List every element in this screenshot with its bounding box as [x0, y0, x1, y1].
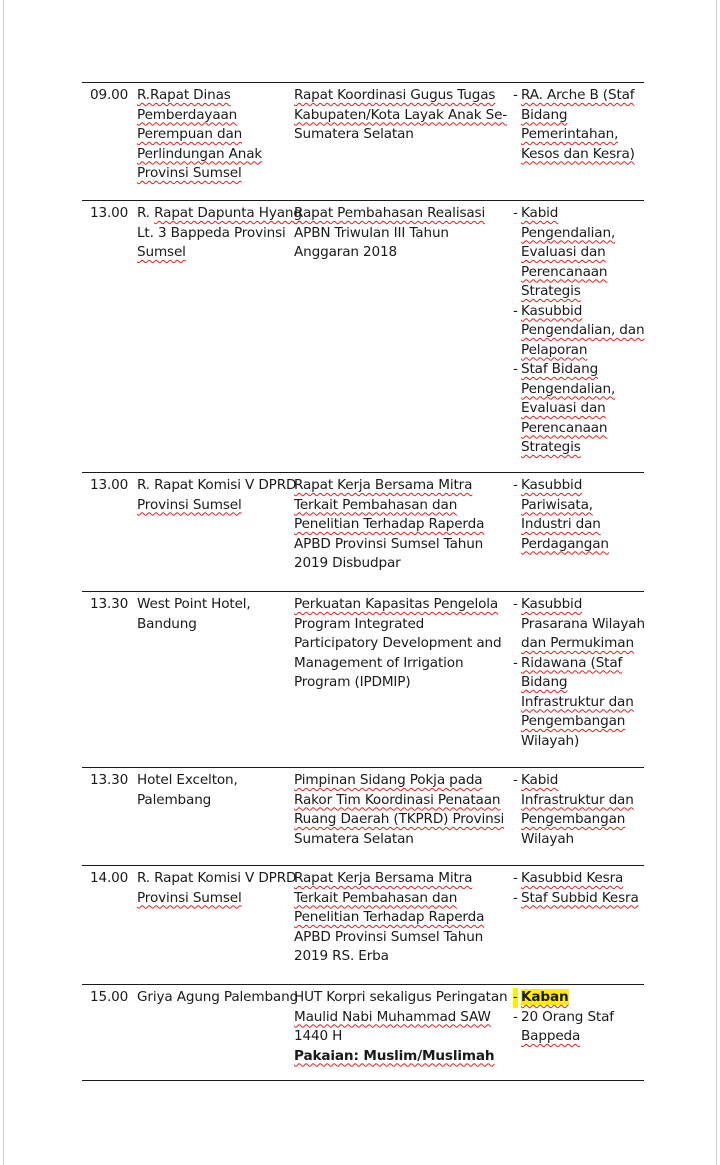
- attendee-line: Prasarana Wilayah: [521, 615, 645, 632]
- agenda-line: Maulid Nabi Muhammad SAW: [294, 1008, 491, 1025]
- time-text: 09.00: [90, 87, 129, 103]
- agenda-line: Program (IPDMIP): [294, 674, 411, 690]
- attendee-item: [513, 595, 648, 654]
- agenda-line: Participatory Development and: [294, 635, 502, 651]
- time-text: 14.00: [90, 870, 129, 886]
- agenda-line: HUT Korpri sekaligus Peringatan: [294, 989, 508, 1005]
- attendee-item: [513, 86, 648, 164]
- attendee-line: Staf Subbid Kesra: [521, 889, 639, 906]
- attendee-line: Bidang: [521, 106, 568, 123]
- attendees-cell: [513, 988, 648, 1047]
- attendee-item: [513, 476, 648, 554]
- attendee-line: Perencanaan: [521, 263, 608, 280]
- location-line: Provinsi Sumsel: [137, 165, 242, 181]
- attendee-item: [513, 771, 648, 849]
- agenda-line: Penelitian Terhadap Raperda: [294, 909, 485, 925]
- table-row: [82, 200, 644, 472]
- location-line: Bandung: [137, 615, 197, 632]
- attendee-line: dan Permukiman: [521, 635, 634, 651]
- agenda-line: Rakor Tim Koordinasi Penataan: [294, 791, 501, 808]
- location-line: Sumsel: [137, 244, 186, 260]
- table-row: [82, 865, 644, 984]
- time-text: 13.00: [90, 205, 129, 221]
- agenda-line: Pimpinan Sidang Pokja pada: [294, 772, 483, 788]
- location-cell: [137, 771, 297, 810]
- agenda-line: Terkait Pembahasan dan: [294, 889, 458, 906]
- attendee-line: Kasubbid: [521, 477, 583, 493]
- location-cell: [137, 204, 302, 263]
- attendee-line: Pengendalian,: [521, 224, 616, 241]
- agenda-cell: [294, 988, 512, 1066]
- table-row: [82, 472, 644, 591]
- time-cell: [90, 869, 138, 889]
- attendee-line: Strategis: [521, 439, 581, 455]
- attendee-line: Kabid: [521, 205, 559, 221]
- attendee-item: [513, 302, 648, 361]
- attendee-line: Perdagangan: [521, 535, 609, 552]
- attendee-line: Kasubbid: [521, 302, 583, 319]
- agenda-line: Penelitian Terhadap Raperda: [294, 516, 485, 532]
- attendee-line: Strategis: [521, 283, 581, 299]
- dash-bullet: -: [513, 654, 518, 671]
- attendee-line: Bidang: [521, 674, 568, 690]
- dash-bullet: -: [513, 205, 518, 221]
- attendee-line: Kabid: [521, 772, 559, 788]
- agenda-line: Kabupaten/Kota Layak Anak Se-: [294, 106, 508, 123]
- table-row: [82, 767, 644, 865]
- location-line: R. Rapat Komisi V DPRD: [137, 477, 297, 493]
- agenda-line: Management of Irrigation: [294, 654, 464, 671]
- agenda-line: Anggaran 2018: [294, 244, 398, 260]
- location-line: Perlindungan Anak: [137, 145, 263, 162]
- dash-bullet: -: [513, 889, 518, 906]
- attendee-line: Pelaporan: [521, 341, 588, 358]
- attendee-line: Wilayah): [521, 732, 580, 749]
- page-edge-right: [716, 0, 717, 1165]
- attendee-line: Bappeda: [521, 1028, 581, 1044]
- table-row: [82, 591, 644, 767]
- attendees-cell: [513, 869, 648, 908]
- time-cell: [90, 476, 138, 496]
- time-cell: [90, 771, 138, 791]
- location-line: Provinsi Sumsel: [137, 889, 242, 906]
- agenda-line: Ruang Daerah (TKPRD) Provinsi: [294, 811, 505, 827]
- attendees-cell: [513, 86, 648, 164]
- location-line: Provinsi Sumsel: [137, 496, 242, 513]
- dash-bullet: -: [513, 772, 518, 788]
- attendee-line: Industri dan: [521, 516, 601, 532]
- dash-bullet: -: [513, 596, 518, 612]
- attendee-line: Pariwisata,: [521, 496, 593, 513]
- attendee-item: [513, 360, 648, 458]
- location-line: R. Rapat Komisi V DPRD: [137, 870, 297, 886]
- time-text: 15.00: [90, 989, 129, 1005]
- agenda-line: Rapat Kerja Bersama Mitra: [294, 870, 473, 886]
- agenda-line: Perkuatan Kapasitas Pengelola: [294, 596, 499, 612]
- time-cell: [90, 204, 138, 224]
- location-cell: [137, 86, 297, 184]
- attendee-line: Ridawana (Staf: [521, 654, 623, 671]
- agenda-line: Program Integrated: [294, 615, 425, 632]
- location-cell: [137, 869, 297, 908]
- schedule-table: [82, 82, 644, 1081]
- attendees-cell: [513, 595, 648, 751]
- attendee-line: Evaluasi dan: [521, 400, 606, 416]
- location-text: Rapat Dapunta Hyang: [154, 205, 302, 221]
- dash-bullet: -: [513, 361, 518, 377]
- agenda-line: Rapat Kerja Bersama Mitra: [294, 477, 473, 493]
- location-line: West Point Hotel,: [137, 596, 251, 612]
- agenda-line: 2019 Disbudpar: [294, 555, 401, 571]
- attendee-item: [513, 654, 648, 752]
- time-cell: [90, 595, 138, 615]
- dress-code-note: Pakaian: Muslim/Muslimah: [294, 1047, 495, 1064]
- agenda-line: Terkait Pembahasan dan: [294, 496, 458, 513]
- attendee-line: Infrastruktur dan: [521, 791, 634, 808]
- location-line: Griya Agung Palembang: [137, 989, 299, 1005]
- location-line: Hotel Excelton,: [137, 772, 238, 788]
- attendee-line: Pemerintahan,: [521, 126, 619, 142]
- attendee-line: Staf Bidang: [521, 361, 599, 377]
- attendee-item: [513, 889, 648, 909]
- time-cell: [90, 86, 138, 106]
- agenda-line: Sumatera Selatan: [294, 830, 414, 847]
- attendee-line: Perencanaan: [521, 419, 608, 436]
- agenda-cell: [294, 595, 512, 693]
- attendee-line: 20 Orang Staf: [521, 1008, 614, 1025]
- attendee-item-highlighted: [513, 988, 648, 1008]
- attendee-line: Pengembangan: [521, 811, 626, 827]
- agenda-cell: [294, 771, 512, 849]
- table-row: [82, 984, 644, 1081]
- attendee-line: RA. Arche B (Staf: [521, 87, 635, 103]
- attendee-line: Pengendalian, dan: [521, 322, 645, 338]
- agenda-cell: [294, 204, 512, 263]
- attendee-line: Wilayah: [521, 830, 574, 847]
- table-row: [82, 82, 644, 200]
- attendee-line-highlighted: Kaban: [521, 989, 569, 1005]
- agenda-cell: [294, 86, 512, 145]
- location-line: R. Rapat Dapunta Hyang: [137, 205, 302, 221]
- agenda-line: Sumatera Selatan: [294, 126, 414, 142]
- time-text: 13.30: [90, 596, 129, 612]
- attendee-line: Pengembangan: [521, 713, 626, 729]
- location-cell: [137, 476, 297, 515]
- dash-bullet: -: [513, 87, 518, 103]
- location-line: Perempuan dan: [137, 126, 243, 142]
- agenda-line: 1440 H: [294, 1028, 343, 1044]
- location-cell: [137, 595, 297, 634]
- attendees-cell: [513, 476, 648, 554]
- agenda-line: APBN Triwulan III Tahun: [294, 224, 449, 241]
- page-edge-left: [3, 0, 4, 1165]
- agenda-line: Rapat Pembahasan Realisasi: [294, 205, 486, 221]
- agenda-line: 2019 RS. Erba: [294, 948, 389, 964]
- agenda-cell: [294, 869, 512, 967]
- attendee-item: [513, 1008, 648, 1047]
- attendee-item: [513, 204, 648, 302]
- agenda-line: Rapat Koordinasi Gugus Tugas: [294, 87, 496, 103]
- time-text: 13.00: [90, 477, 129, 493]
- agenda-line: APBD Provinsi Sumsel Tahun: [294, 535, 484, 552]
- time-text: 13.30: [90, 772, 129, 788]
- agenda-line: APBD Provinsi Sumsel Tahun: [294, 928, 484, 945]
- attendee-line: Infrastruktur dan: [521, 693, 634, 710]
- attendee-item: [513, 869, 648, 889]
- dash-bullet: -: [513, 988, 518, 1008]
- agenda-cell: [294, 476, 512, 574]
- location-line: Pemberdayaan: [137, 106, 238, 123]
- dash-bullet: -: [513, 870, 518, 886]
- attendees-cell: [513, 204, 648, 458]
- attendees-cell: [513, 771, 648, 849]
- dash-bullet: -: [513, 1008, 518, 1025]
- attendee-line: Kasubbid: [521, 596, 583, 612]
- location-line: Palembang: [137, 791, 212, 808]
- location-cell: [137, 988, 297, 1008]
- attendee-line: Evaluasi dan: [521, 244, 606, 260]
- attendee-line: Pengendalian,: [521, 380, 616, 397]
- time-cell: [90, 988, 138, 1008]
- location-line: Lt. 3 Bappeda Provinsi: [137, 224, 286, 241]
- attendee-line: Kesos dan Kesra): [521, 145, 635, 162]
- attendee-line: Kasubbid Kesra: [521, 870, 624, 886]
- dash-bullet: -: [513, 477, 518, 493]
- dash-bullet: -: [513, 302, 518, 319]
- location-line: R.Rapat Dinas: [137, 87, 231, 103]
